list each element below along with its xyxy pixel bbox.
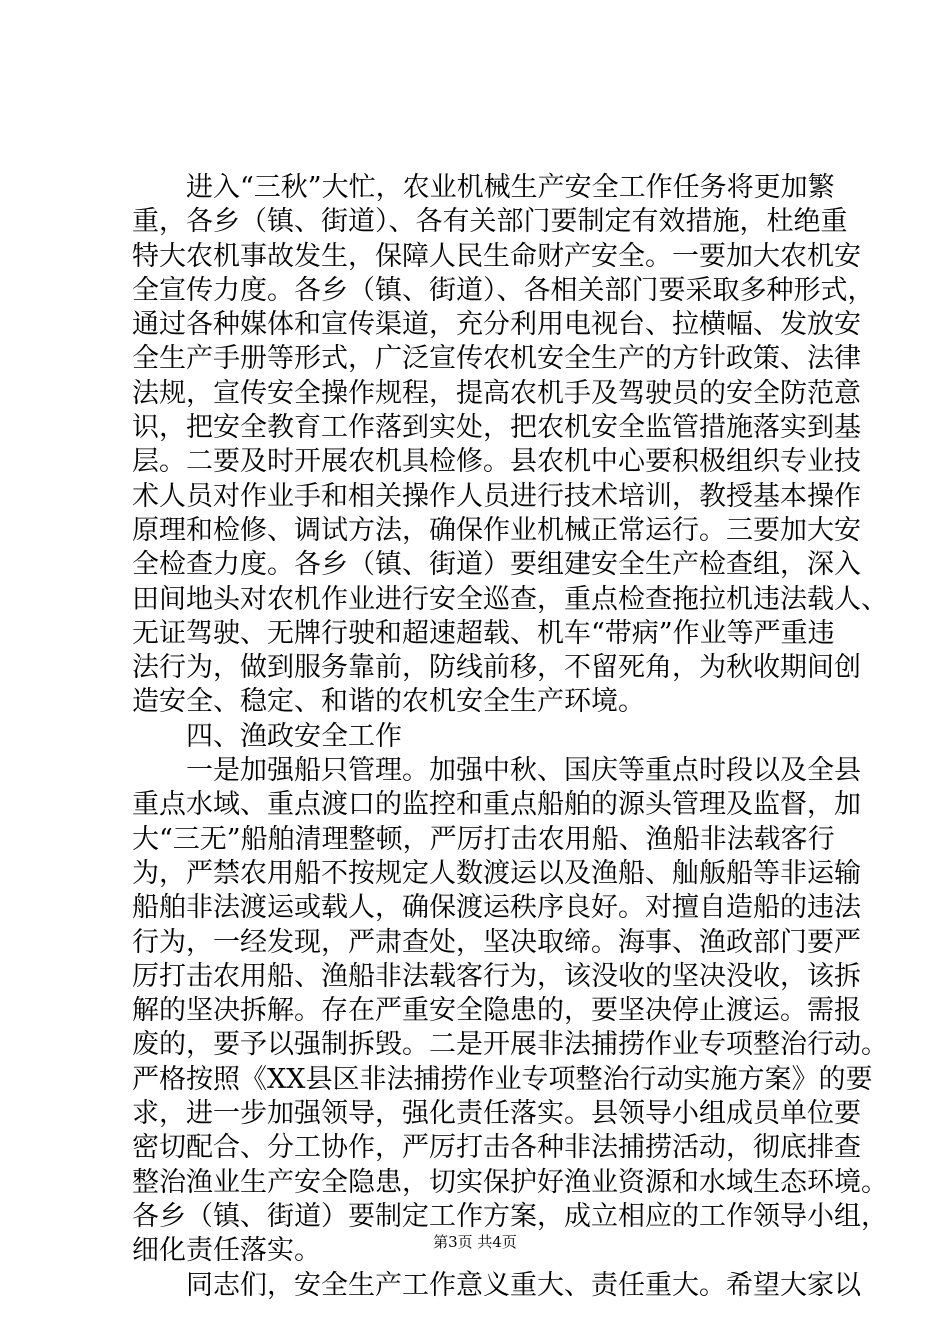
- text-line: 重，各乡（镇、街道）、各有关部门要制定有效措施，杜绝重: [132, 206, 848, 238]
- text-line: 同志们，安全生产工作意义重大、责任重大。希望大家以: [186, 1269, 861, 1301]
- text-line: 造安全、稳定、和谐的农机安全生产环境。: [132, 686, 645, 718]
- text-line: 四、渔政安全工作: [186, 720, 402, 752]
- text-line: 全生产手册等形式，广泛宣传农机安全生产的方针政策、法律: [132, 343, 861, 375]
- page-number-label: 第3页 共4页: [433, 1233, 517, 1251]
- text-line: 无证驾驶、无牌行驶和超速超载、机车“带病”作业等严重违: [132, 617, 835, 649]
- text-line: 田间地头对农机作业进行安全巡查，重点检查拖拉机违法载人、: [132, 583, 888, 615]
- text-line: 密切配合、分工协作，严厉打击各种非法捕捞活动，彻底排查: [132, 1132, 861, 1164]
- text-line: 全检查力度。各乡（镇、街道）要组建安全生产检查组，深入: [132, 549, 861, 581]
- document-body: [132, 171, 888, 1303]
- text-line: 术人员对作业手和相关操作人员进行技术培训，教授基本操作: [132, 480, 861, 512]
- page-footer: [0, 1232, 950, 1252]
- text-line: 为，严禁农用船不按规定人数渡运以及渔船、舢舨船等非运输: [132, 857, 861, 889]
- text-line: 一是加强船只管理。加强中秋、国庆等重点时段以及全县: [186, 755, 861, 787]
- text-line: 整治渔业生产安全隐患，切实保护好渔业资源和水域生态环境。: [132, 1166, 888, 1198]
- text-line: 原理和检修、调试方法，确保作业机械正常运行。三要加大安: [132, 514, 861, 546]
- text-line: 全宣传力度。各乡（镇、街道）、各相关部门要采取多种形式，: [132, 274, 875, 306]
- text-line: 层。二要及时开展农机具检修。县农机中心要积极组织专业技: [132, 446, 861, 478]
- text-line: 行为，一经发现，严肃查处，坚决取缔。海事、渔政部门要严: [132, 926, 861, 958]
- text-line: 进入“三秋”大忙，农业机械生产安全工作任务将更加繁: [186, 172, 835, 203]
- text-line: 船舶非法渡运或载人，确保渡运秩序良好。对擅自造船的违法: [132, 892, 861, 924]
- text-line: 求，进一步加强领导，强化责任落实。县领导小组成员单位要: [132, 1098, 861, 1130]
- text-line: 细化责任落实。: [132, 1235, 321, 1267]
- text-line: 严格按照《XX县区非法捕捞作业专项整治行动实施方案》的要: [132, 1063, 873, 1095]
- text-line: 通过各种媒体和宣传渠道，充分利用电视台、拉横幅、发放安: [132, 309, 861, 341]
- text-line: 厉打击农用船、渔船非法载客行为，该没收的坚决没收，该拆: [132, 960, 861, 992]
- text-line: 大“三无”船舶清理整顿，严厉打击农用船、渔船非法载客行: [132, 823, 835, 855]
- text-line: 法规，宣传安全操作规程，提高农机手及驾驶员的安全防范意: [132, 377, 861, 409]
- text-line: 法行为，做到服务靠前，防线前移，不留死角，为秋收期间创: [132, 652, 861, 684]
- text-line: 各乡（镇、街道）要制定工作方案，成立相应的工作领导小组，: [132, 1200, 888, 1232]
- text-line: 废的，要予以强制拆毁。二是开展非法捕捞作业专项整治行动。: [132, 1029, 888, 1061]
- text-line: 特大农机事故发生，保障人民生命财产安全。一要加大农机安: [132, 240, 861, 272]
- text-line: 重点水域、重点渡口的监控和重点船舶的源头管理及监督，加: [132, 789, 861, 821]
- text-line: 识，把安全教育工作落到实处，把农机安全监管措施落实到基: [132, 412, 861, 444]
- text-line: 解的坚决拆解。存在严重安全隐患的，要坚决停止渡运。需报: [132, 995, 861, 1027]
